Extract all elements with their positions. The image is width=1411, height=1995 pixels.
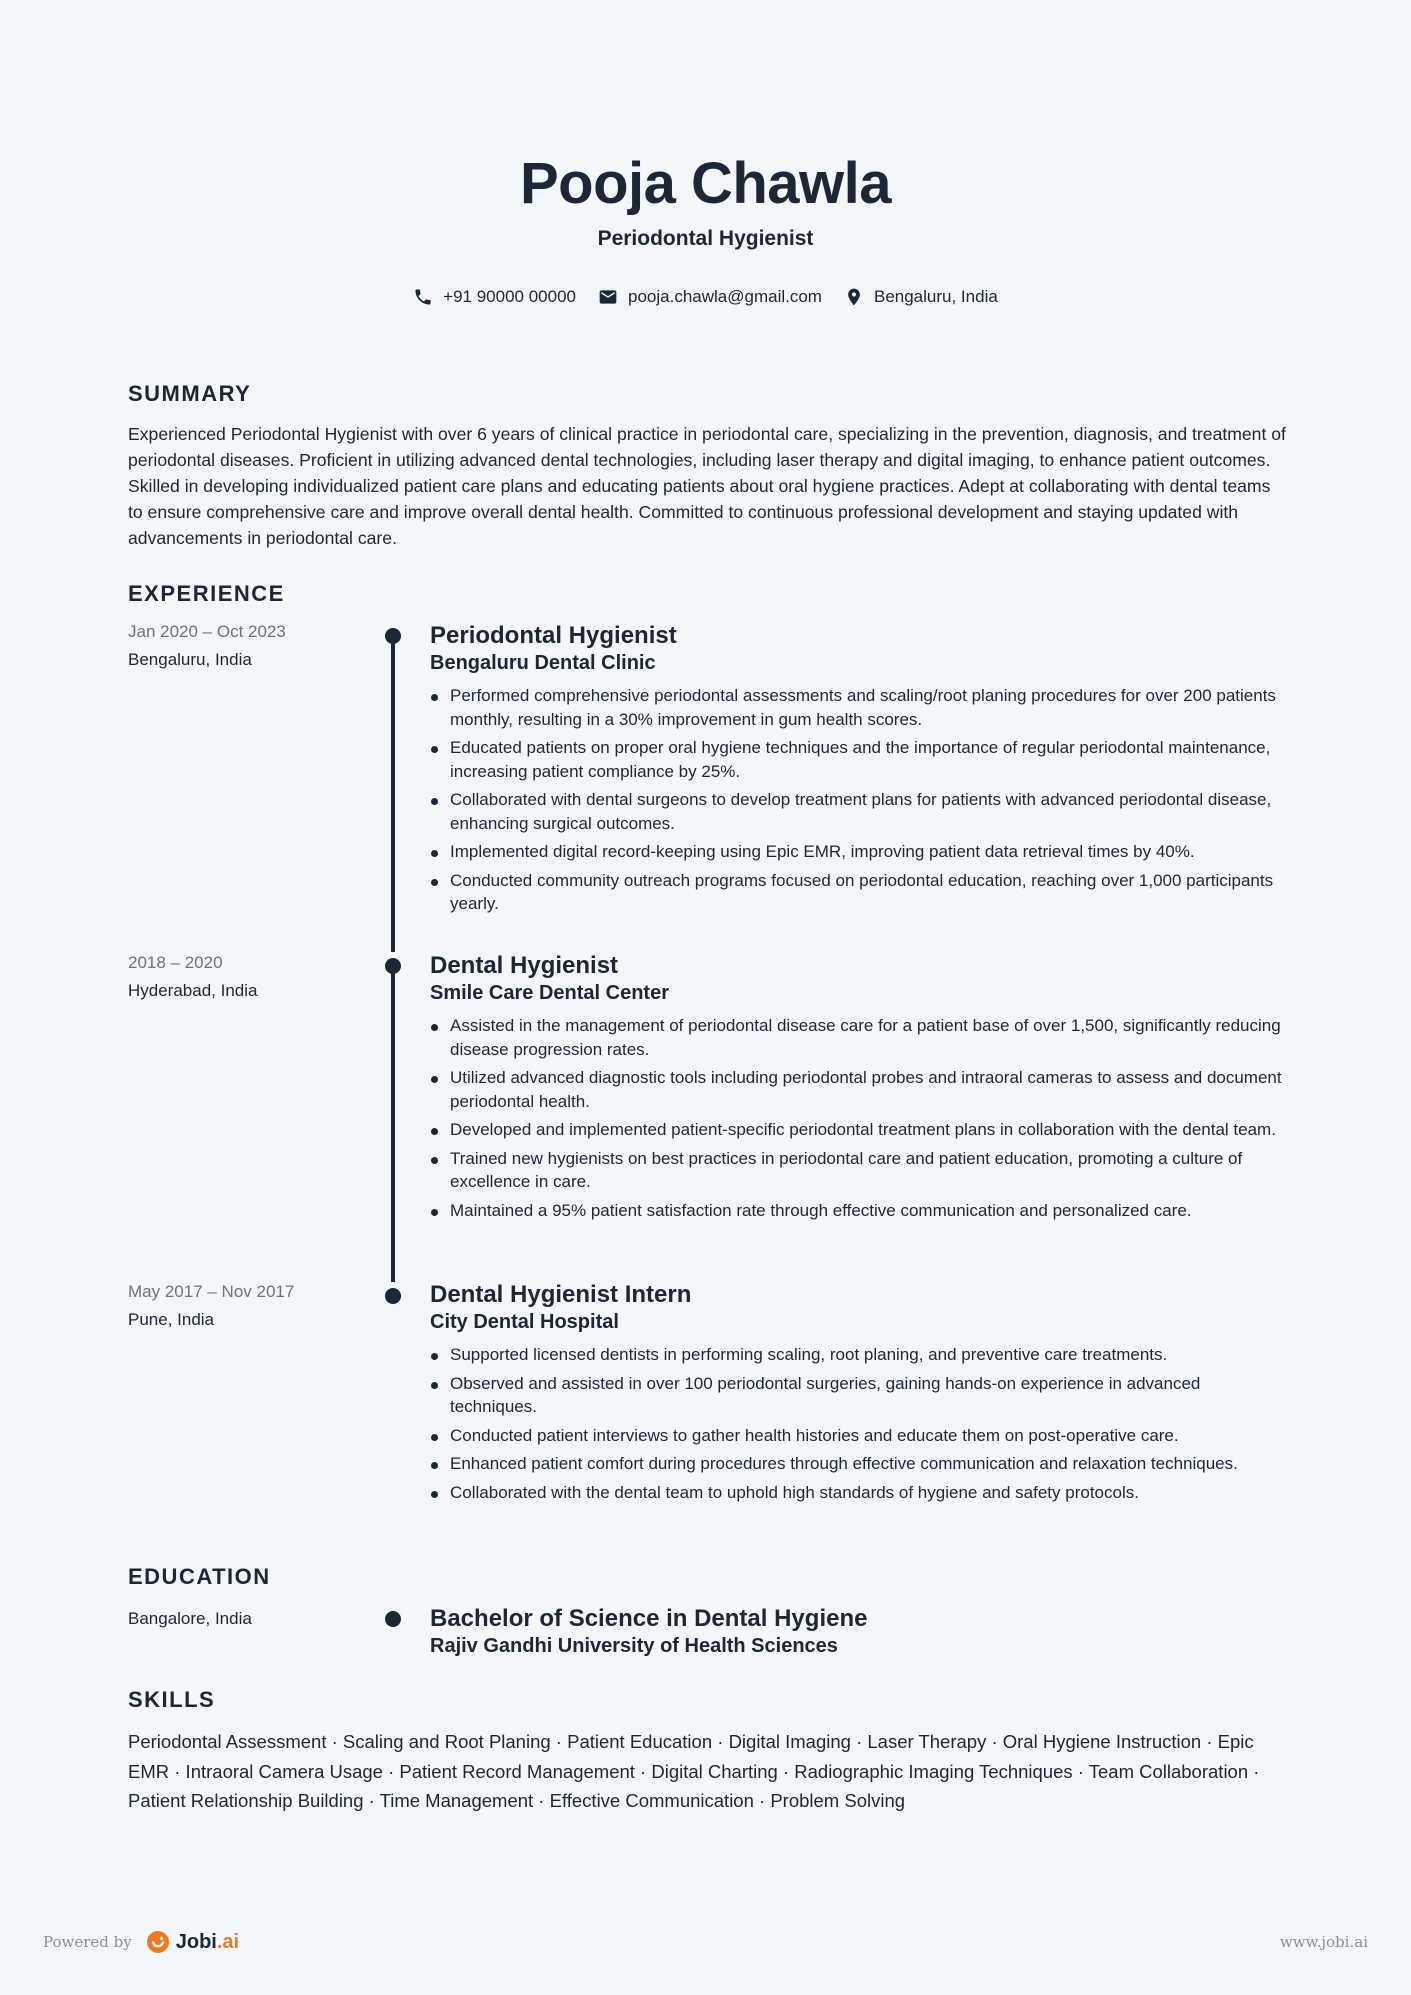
job-entry [430,952,1290,1227]
education-entry [430,1605,1290,1659]
list-item: Collaborated with dental surgeons to develop treatment plans for patients with advanced periodontal disease, enhancing surgical outcomes. [430,788,1290,835]
timeline-line [391,636,395,952]
list-item: Utilized advanced diagnostic tools including periodontal probes and intraoral cameras to assess and document periodontal health. [430,1066,1290,1113]
job-bullets [430,1343,1290,1504]
phone-icon [413,287,433,307]
timeline-dot [385,1288,401,1304]
list-item: Observed and assisted in over 100 periodontal surgeries, gaining hands-on experience in advanced techniques. [430,1372,1290,1419]
brand-main: Jobi [175,1930,217,1953]
contact-bar [0,287,1411,307]
jobi-logo-icon [146,1930,170,1954]
skills-heading: SKILLS [128,1687,216,1712]
contact-phone [413,287,576,307]
phone-number: +91 90000 00000 [443,287,577,306]
job-entry [430,1281,1290,1509]
candidate-name: Pooja Chawla [519,151,892,216]
list-item: Developed and implemented patient-specific periodontal treatment plans in collaboration with the dental team. [430,1118,1290,1142]
brand-suffix: .ai [216,1930,240,1953]
education-school: Rajiv Gandhi University of Health Sciences [430,1635,838,1657]
job-location: Pune, India [128,1310,215,1329]
list-item: Conducted community outreach programs focused on periodontal education, reaching over 1,000 participants yearly. [430,869,1290,916]
job-role: Periodontal Hygienist [430,622,677,649]
job-meta [128,951,378,1004]
list-item: Enhanced patient comfort during procedures through effective communication and relaxation techniques. [430,1452,1290,1476]
list-item: Collaborated with the dental team to uphold high standards of hygiene and safety protocols. [430,1481,1290,1505]
powered-by-label: Powered by [43,1933,132,1951]
timeline-dot [385,628,401,644]
education-degree: Bachelor of Science in Dental Hygiene [430,1605,868,1632]
job-meta [128,620,378,673]
education-location: Bangalore, India [128,1609,252,1628]
job-company: City Dental Hospital [430,1311,619,1333]
job-company: Bengaluru Dental Clinic [430,652,656,674]
job-entry [430,622,1290,921]
job-date: 2018 – 2020 [128,953,223,972]
timeline-dot [385,958,401,974]
timeline-dot [385,1611,401,1627]
education-heading: EDUCATION [128,1564,271,1589]
candidate-title: Periodontal Hygienist [597,227,814,250]
list-item: Supported licensed dentists in performing scaling, root planing, and preventive care treatments. [430,1343,1290,1367]
summary-heading: SUMMARY [128,381,252,406]
list-item: Assisted in the management of periodontal disease care for a patient base of over 1,500, significantly reducing disease progression rates. [430,1014,1290,1061]
timeline-line [391,966,395,1282]
location-pin-icon [844,287,864,307]
email-address: pooja.chawla@gmail.com [628,287,822,306]
education-meta [128,1606,378,1632]
job-bullets [430,684,1290,916]
location-text: Bengaluru, India [873,287,998,306]
list-item: Trained new hygienists on best practices in periodontal care and patient education, promoting a culture of excellence in care. [430,1147,1290,1194]
job-location: Bengaluru, India [128,650,252,669]
list-item: Educated patients on proper oral hygiene techniques and the importance of regular periodontal maintenance, increasing patient compliance by 25%. [430,736,1290,783]
footer-branding [43,1930,239,1954]
job-company: Smile Care Dental Center [430,982,669,1004]
footer-url[interactable]: www.jobi.ai [1279,1933,1368,1951]
contact-location [844,287,998,307]
job-meta [128,1280,378,1333]
job-location: Hyderabad, India [128,981,258,1000]
jobi-logo[interactable] [146,1930,239,1954]
list-item: Performed comprehensive periodontal assessments and scaling/root planing procedures for over 200 patients monthly, resulting in a 30% improvement in gum health scores. [430,684,1290,731]
list-item: Maintained a 95% patient satisfaction rate through effective communication and personalized care. [430,1199,1290,1223]
job-date: May 2017 – Nov 2017 [128,1282,295,1301]
job-date: Jan 2020 – Oct 2023 [128,622,286,641]
experience-heading: EXPERIENCE [128,581,285,606]
list-item: Implemented digital record-keeping using Epic EMR, improving patient data retrieval times by 40%. [430,840,1290,864]
contact-email [598,287,822,307]
skills-list: Periodontal Assessment · Scaling and Root Planing · Patient Education · Digital Imaging · Laser Therapy · Oral Hygiene Instruction · Epic EMR · Intraoral Camera Usage · Patient Record Management · Digital Charting · Radiographic Imaging Techniques · Team Collaboration · Patient Relationship Building · Time Management · Effective Communication · Problem Solving [128,1731,1260,1811]
job-role: Dental Hygienist Intern [430,1281,692,1308]
summary-text: Experienced Periodontal Hygienist with over 6 years of clinical practice in periodontal care, specializing in the prevention, diagnosis, and treatment of periodontal diseases. Proficient in utilizing advanced dental technologies, including laser therapy and digital imaging, to enhance patient outcomes. Skilled in developing individualized patient care plans and educating patients about oral hygiene practices. Adept at collaborating with dental teams to ensure comprehensive care and improve overall dental health. Committed to continuous professional development and staying updated with advancements in periodontal care. [128,424,1286,548]
job-bullets [430,1014,1290,1222]
job-role: Dental Hygienist [430,952,619,979]
mail-icon [598,287,618,307]
list-item: Conducted patient interviews to gather health histories and educate them on post-operative care. [430,1424,1290,1448]
